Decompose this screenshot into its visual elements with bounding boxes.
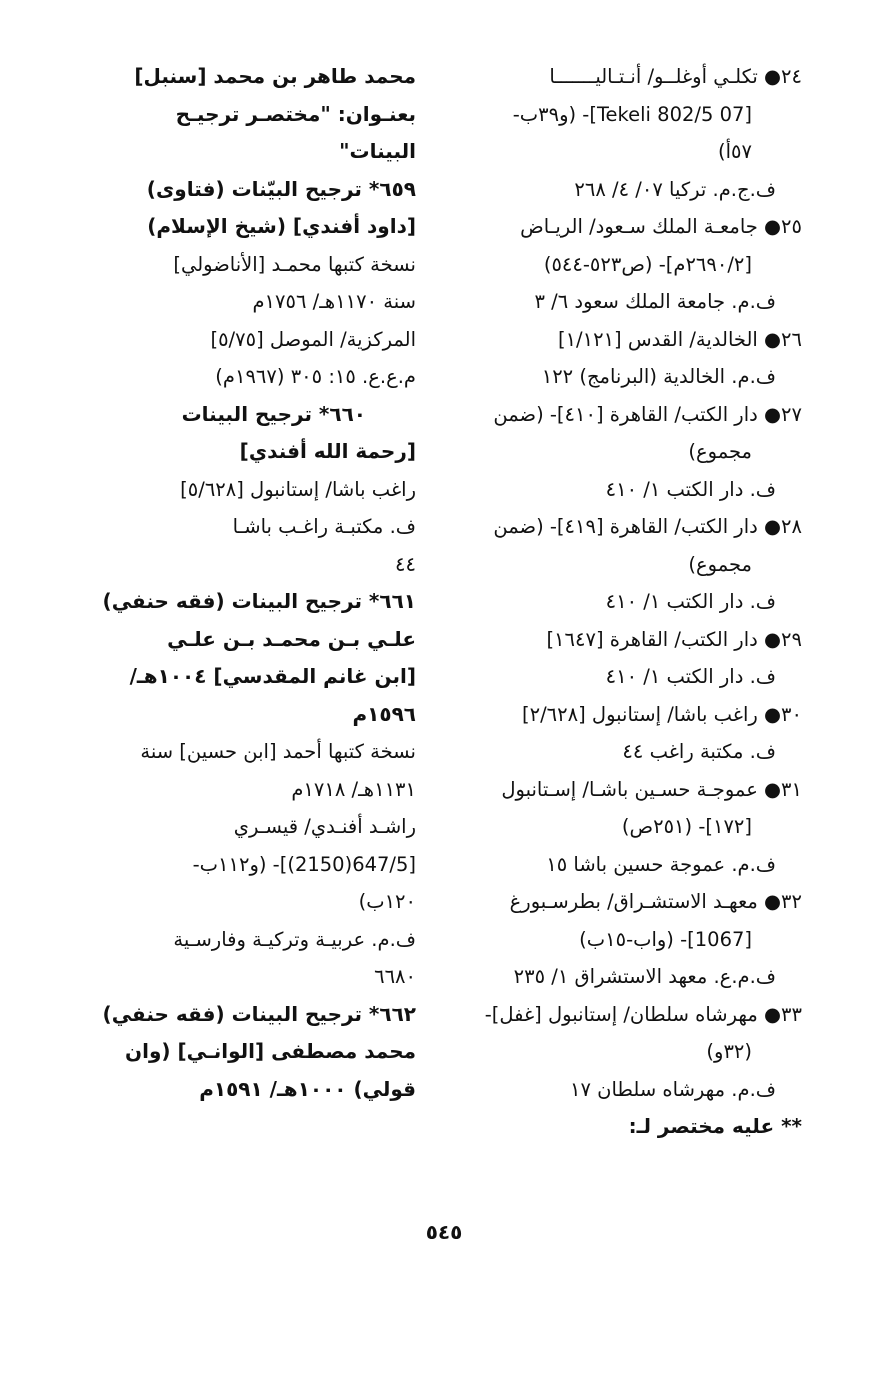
entry-line: ف.م. جامعة الملك سعود ٦/ ٣ xyxy=(534,290,776,313)
entry-line: ف. دار الكتب ١/ ٤١٠ xyxy=(605,590,776,613)
entry-line: راغب باشا/ إستانبول [٥/٦٢٨] xyxy=(180,477,416,501)
entry-line: ف.م. عربيـة وتركيـة وفارسـية xyxy=(173,927,416,951)
entry-line: [داود أفندي] (شيخ الإسلام) xyxy=(147,214,416,238)
entry-line: ف. مكتبة راغب ٤٤ xyxy=(622,740,776,763)
entry-line: محمد طاهر بن محمد [سنبل] xyxy=(134,64,416,88)
entry-heading: ٦٦٠* ترجيح البينات xyxy=(181,401,366,426)
entry-line: علـي بـن محمـد بـن علـي xyxy=(167,626,416,651)
right-column xyxy=(462,58,802,1146)
entry-line: محمد مصطفى [الوانـي] (وان xyxy=(125,1039,416,1063)
entry-line: ٣١● عموجـة حسـين باشـا/ إسـتانبول xyxy=(501,777,802,801)
entry-line: ف.م.ع. معهد الاستشراق ١/ ٢٣٥ xyxy=(513,965,776,988)
page-number: ٥٤٥ xyxy=(425,1220,463,1244)
entry-line: البينات" xyxy=(339,139,416,163)
entry-line: ١٥٩٦م xyxy=(352,701,416,726)
entry-line: ١٢٠ب) xyxy=(358,890,416,913)
entry-heading: ٦٦١* ترجيح البينات (فقه حنفي) xyxy=(102,589,416,613)
entry-line: نسخة كتبها أحمد [ابن حسين] سنة xyxy=(140,740,416,763)
entry-line: [١٧٢]- (٢٥١ص) xyxy=(621,815,752,838)
entry-line: [رحمة الله أفندي] xyxy=(239,439,416,463)
entry-line: بعنـوان: "مختصـر ترجيـح xyxy=(175,101,416,126)
entry-line: [ابن غانم المقدسي] ١٠٠٤هـ/ xyxy=(129,664,416,688)
entry-line: ٢٥● جامعـة الملك سـعود/ الريـاض xyxy=(520,215,802,238)
entry-line: ٢٩● دار الكتب/ القاهرة [١٦٤٧] xyxy=(546,627,802,651)
entry-line: ف.ج.م. تركيا ٠٧/ ٤/ ٢٦٨ xyxy=(574,177,776,201)
entry-line: ١١٣١هـ/ ١٧١٨م xyxy=(291,777,416,801)
entry-line: المركزية/ الموصل [٥/٧٥] xyxy=(210,327,416,351)
entry-line: م.ع.ع. ١٥: ٣٠٥ (١٩٦٧م) xyxy=(215,365,416,388)
entry-line: ف. مكتبـة راغـب باشـا xyxy=(232,515,416,538)
entry-line: (٣٢و) xyxy=(706,1040,752,1063)
entry-line: ٦٦٨٠ xyxy=(374,965,416,988)
entry-line: ٥٧أ) xyxy=(718,140,752,163)
entry-line: سنة ١١٧٠هـ/ ١٧٥٦م xyxy=(252,290,416,313)
entry-line: [1067]- (واب-١٥ب) xyxy=(579,927,752,951)
entry-line: ف. دار الكتب ١/ ٤١٠ xyxy=(605,665,776,688)
entry-line: ٢٤● تكلـي أوغلــو/ أنـتـاليـــــــا xyxy=(549,65,802,88)
entry-line: ٤٤ xyxy=(395,552,416,576)
entry-line: قولي) ١٠٠٠هـ/ ١٥٩١م xyxy=(199,1076,416,1101)
entry-line: ٢٨● دار الكتب/ القاهرة [٤١٩]- (ضمن xyxy=(493,515,802,538)
entry-line: ٣٢● معهـد الاستشـراق/ بطرسـبورغ xyxy=(509,890,802,913)
entry-line: نسخة كتبها محمـد [الأناضولي] xyxy=(173,252,416,276)
entry-line: ٣٣● مهرشاه سلطان/ إستانبول [غفل]- xyxy=(484,1002,802,1026)
note-line: ** عليه مختصر لـ: xyxy=(628,1114,802,1138)
entry-line: ف.م. عموجة حسين باشا ١٥ xyxy=(546,852,776,876)
entry-line: راشـد أفنـدي/ قيسـري xyxy=(233,815,416,838)
entry-line: [Tekeli 802/5 07]- (و٣٩ب- xyxy=(512,102,752,126)
entry-line: [647/5(2150)]- (و١١٢ب- xyxy=(192,852,416,876)
entry-line: ٣٠● راغب باشا/ إستانبول [٢/٦٢٨] xyxy=(522,702,802,726)
entry-line: ف.م. مهرشاه سلطان ١٧ xyxy=(570,1077,776,1101)
entry-line: مجموع) xyxy=(688,552,752,576)
entry-line: ف.م. الخالدية (البرنامج) ١٢٢ xyxy=(541,365,776,388)
entry-line: مجموع) xyxy=(688,440,752,463)
entry-line: ٢٦● الخالدية/ القدس [١/١٢١] xyxy=(557,327,802,351)
entry-line: [٢٦٩٠/٢م]- (ص٥٢٣-٥٤٤) xyxy=(543,252,752,276)
left-column xyxy=(76,58,416,1108)
entry-heading: ٦٥٩* ترجيح البيّنات (فتاوى) xyxy=(146,176,416,201)
entry-line: ف. دار الكتب ١/ ٤١٠ xyxy=(605,477,776,501)
entry-heading: ٦٦٢* ترجيح البينات (فقه حنفي) xyxy=(102,1001,416,1026)
entry-line: ٢٧● دار الكتب/ القاهرة [٤١٠]- (ضمن xyxy=(493,402,802,426)
